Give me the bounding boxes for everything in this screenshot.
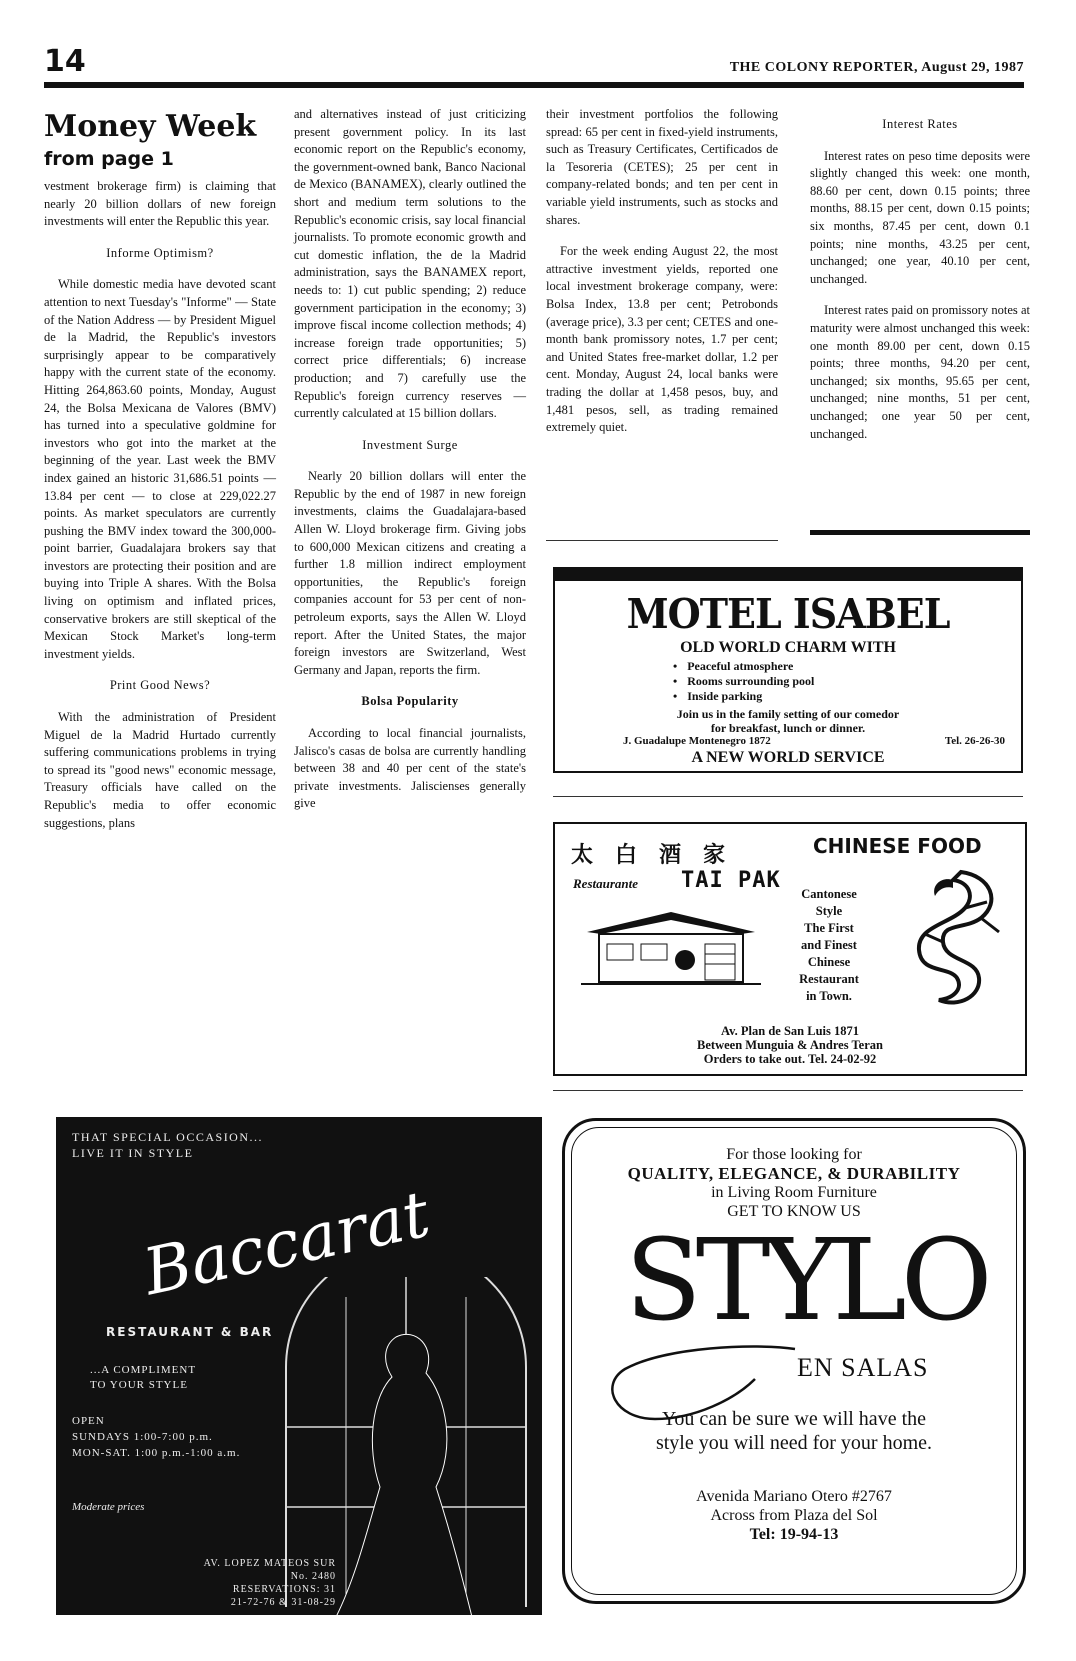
- baccarat-logo: Baccarat: [137, 1177, 437, 1311]
- baccarat-ad: [56, 1117, 542, 1615]
- motel-tagline: OLD WORLD CHARM WITH: [680, 639, 896, 656]
- article-column-1: [44, 106, 276, 846]
- stylo-address: [565, 1487, 1023, 1544]
- desc-line: The First: [804, 921, 854, 935]
- desc-line: Restaurant: [799, 972, 859, 986]
- addr-line: Between Munguia & Andres Teran: [697, 1038, 883, 1052]
- stylo-tagline: [565, 1407, 1023, 1455]
- paragraph: According to local financial journalists, Jalisco's casas de bolsa are currently handling between 38 and 40 per cent of the state's private investments. Jaliscienses generally give: [294, 726, 526, 811]
- chinese-title: CHINESE FOOD: [813, 834, 982, 858]
- building-illustration-icon: [581, 908, 761, 990]
- feature-item: • Peaceful atmosphere: [673, 659, 814, 674]
- article-column-3: [546, 106, 778, 451]
- feature-item: • Inside parking: [673, 689, 814, 704]
- join-line: Join us in the family setting of our comedor: [676, 707, 900, 721]
- baccarat-prices: Moderate prices: [72, 1501, 145, 1513]
- addr-line: 21-72-76 & 31-08-29: [230, 1597, 336, 1608]
- tagline-line: You can be sure we will have the: [661, 1408, 926, 1430]
- paragraph: Nearly 20 billion dollars will enter the Republic by the end of 1987 in new foreign investments, claims the Guadalajara-based Allen W. Lloyd brokerage firm. Giving jobs to 600,000 Mexican citizens and creating a further 1.8 million indirect employment opportunities, the Republic's foreign companies account for 53 per cent of non-petroleum exports, says the Allen W. Lloyd report. After the United States, the major foreign investors are Switzerland, West Germany and Japan, reports the firm.: [294, 469, 526, 677]
- addr-line: RESERVATIONS: 31: [232, 1584, 336, 1595]
- chinese-address: [555, 1024, 1025, 1066]
- paragraph: For the week ending August 22, the most attractive investment yields, reported one local investment brokerage company, were: Bolsa Index, 13.8 per cent; Petrobonds (average price), 3.3 per cent; CETES and one-month bank promissory notes, 1.7 per cent; and United States free-market dollar, 1.2 per cent. Monday, August 24, local banks were trading the dollar at 1,458 pesos, buy, and 1,481 pesos, sell, as trading remained extremely quiet.: [546, 244, 778, 435]
- stylo-furniture-ad: [562, 1118, 1026, 1604]
- addr-line: AV. LOPEZ MATEOS SUR: [203, 1558, 336, 1569]
- column-divider: [546, 540, 778, 541]
- chinese-characters: 太白酒家: [571, 842, 748, 867]
- paragraph: Interest rates paid on promissory notes at maturity were almost unchanged this week: one month 89.00 per cent, down 0.15 points; three months, 94.20 per cent, unchanged; six months, 95.65 per cent, unchanged; nine months, 51 per cent, unchanged; one year 50 per cent, unchanged.: [810, 303, 1030, 441]
- subheading: Informe Optimism?: [106, 245, 214, 260]
- top-line: LIVE IT IN STYLE: [72, 1146, 194, 1160]
- article-column-4: [810, 106, 1030, 457]
- column-body: [294, 106, 526, 813]
- hours-line: MON-SAT. 1:00 p.m.-1:00 a.m.: [72, 1447, 241, 1459]
- paragraph: With the administration of President Miguel de la Madrid Hurtado currently suffering communications problems in trying to spread its "good news" economic message, Treasury officials have called on the Republic's media to offer economic suggestions, plans: [44, 710, 276, 830]
- subheading: Interest Rates: [882, 117, 958, 131]
- paragraph: and alternatives instead of just criticizing present government policy. In its last economic report on the Republic's economy, the government-owned bank, Banco Nacional de Mexico (BANAMEX), clearly outlined the short and medium term solutions to the Republic's economic crisis, say local financial journalists. To promote economic growth and cut domestic inflation, the de la Madrid administration, says the BANAMEX report, needs to: 1) cut public spending; 2) reduce government participation in the economy; 3) improve fiscal income collection methods; 4) increase foreign trade opportunities; 5) correct price differentials; 6) increase production; and 7) carefully use the Republic's foreign currency reserves — currently calculated at 15 billion dollars.: [294, 107, 526, 421]
- desc-line: Style: [815, 904, 843, 918]
- column-body: [810, 116, 1030, 443]
- addr-line: Avenida Mariano Otero #2767: [696, 1488, 892, 1505]
- restaurant-description: [779, 886, 879, 1005]
- paragraph: While domestic media have devoted scant attention to next Tuesday's "Informe" — State of the Nation Address — by President Miguel de la Madrid, the Republic's investors surprisingly appear to be comparatively happy with the current state of the economy. Hitting 264,863.60 points, Monday, August 24, the Bolsa Mexicana de Valores (BMV) has turned into a speculative goldmine for investors who got into the market at the beginning of the year. Last week the BMV index gained an historic 31,686.51 points — 13.84 per cent — to close at 229,022.27 points. As market speculators are currently pushing the BMV index toward the 300,000-point barrier, Guadalajara brokers say that investors are protecting their position and are buying into Triple A shares. With the Bolsa living on optimism and inflated prices, conservative brokers are still skeptical of the Mexican Stock Market's long-term investment yields.: [44, 277, 276, 661]
- baccarat-compliment: [90, 1363, 196, 1393]
- addr-line: No. 2480: [290, 1571, 336, 1582]
- column-body: [44, 178, 276, 832]
- dragon-illustration-icon: [881, 862, 1011, 1012]
- addr-line: Av. Plan de San Luis 1871: [720, 1024, 859, 1038]
- stylo-salas: EN SALAS: [797, 1353, 929, 1382]
- chinese-restaurant-ad: [553, 822, 1027, 1076]
- desc-line: in Town.: [806, 989, 852, 1003]
- restaurante-label: Restaurante: [573, 876, 639, 891]
- restaurant-name: TAI PAK: [681, 868, 781, 893]
- paragraph: their investment portfolios the following spread: 65 per cent in fixed-yield instruments, such as Treasury Certificates, Certificados de la Tesoreria (CETES); 25 per cent in company-related bonds; and ten per cent in variable yield instruments, such as stocks and shares.: [546, 107, 778, 227]
- tagline-line: style you will need for your home.: [655, 1432, 933, 1454]
- compliment-line: ...A COMPLIMENT: [90, 1364, 197, 1376]
- baccarat-subtitle: RESTAURANT & BAR: [106, 1325, 274, 1339]
- stylo-line-4: GET TO KNOW US: [727, 1203, 861, 1220]
- stylo-line-1: For those looking for: [726, 1146, 862, 1163]
- motel-tel: Tel. 26-26-30: [944, 735, 1005, 747]
- masthead: THE COLONY REPORTER, August 29, 1987: [729, 60, 1024, 75]
- desc-line: Chinese: [807, 955, 851, 969]
- subheading: Print Good News?: [109, 678, 211, 693]
- baccarat-hours: [72, 1413, 240, 1461]
- motel-features: [673, 659, 814, 704]
- stylo-tel: Tel: 19-94-13: [749, 1526, 839, 1543]
- column-end-rule: [810, 530, 1030, 535]
- headline: Money Week: [44, 109, 257, 144]
- stylo-logo: STYLO: [625, 1216, 987, 1346]
- motel-isabel-ad: [553, 567, 1023, 777]
- ad-divider: [553, 1090, 1023, 1091]
- motel-slogan: A NEW WORLD SERVICE: [691, 749, 885, 766]
- baccarat-address: [136, 1557, 336, 1609]
- jump-line: from page 1: [44, 148, 174, 170]
- paragraph: Interest rates on peso time deposits were slightly changed this week: one month, 88.60 per cent, down 0.15 points; three months, 88.15 per cent, down 0.15 points; six months, 87.45 per cent, down 0.1 points; nine months, 43.25 per cent, unchanged; one year, 40.10 per cent, unchanged.: [810, 148, 1030, 286]
- top-rule: [44, 82, 1024, 88]
- compliment-line: TO YOUR STYLE: [90, 1379, 188, 1391]
- desc-line: and Finest: [801, 938, 857, 952]
- motel-address: J. Guadalupe Montenegro 1872: [623, 735, 771, 747]
- paragraph: vestment brokerage firm) is claiming that nearly 20 billion dollars of new foreign investments will enter the Republic this year.: [44, 179, 276, 229]
- stylo-line-2: QUALITY, ELEGANCE, & DURABILITY: [627, 1164, 961, 1183]
- hours-line: OPEN: [72, 1415, 105, 1427]
- feature-item: • Rooms surrounding pool: [673, 674, 814, 689]
- motel-join-text: [553, 707, 1023, 735]
- baccarat-top-text: [72, 1129, 263, 1161]
- top-line: THAT SPECIAL OCCASION...: [72, 1130, 264, 1144]
- desc-line: Cantonese: [801, 887, 857, 901]
- stylo-line-3: in Living Room Furniture: [711, 1184, 877, 1201]
- subheading: Bolsa Popularity: [361, 694, 459, 709]
- page-number: 14: [44, 44, 86, 79]
- column-body: [546, 106, 778, 437]
- hours-line: SUNDAYS 1:00-7:00 p.m.: [72, 1431, 213, 1443]
- motel-name: MOTEL ISABEL: [626, 589, 950, 638]
- join-line: for breakfast, lunch or dinner.: [710, 721, 866, 735]
- ad-divider: [553, 796, 1023, 797]
- addr-line: Orders to take out. Tel. 24-02-92: [703, 1052, 877, 1066]
- article-column-2: [294, 106, 526, 827]
- addr-line: Across from Plaza del Sol: [710, 1507, 878, 1524]
- subheading: Investment Surge: [362, 437, 458, 452]
